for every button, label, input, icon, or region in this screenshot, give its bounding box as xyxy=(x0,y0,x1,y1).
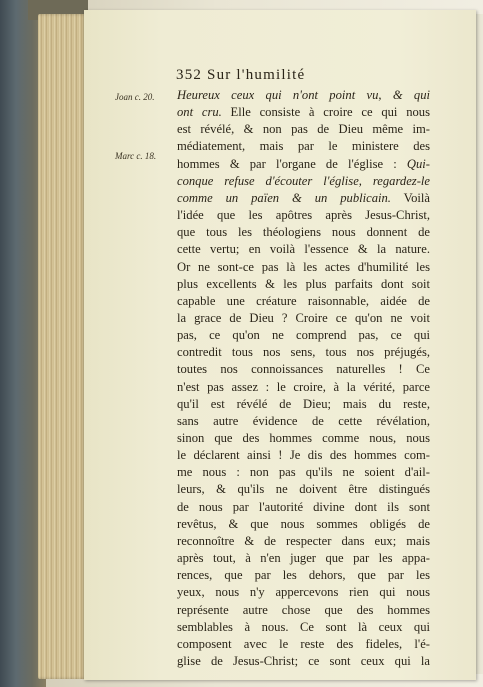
text-line xyxy=(177,653,430,670)
text-segment: hommes & par l'organe de l'église : xyxy=(177,156,407,171)
italic-text-segment: ont cru. xyxy=(177,105,222,120)
text-line xyxy=(177,413,430,430)
text-segment: est révélé, & non pas de Dieu même im- xyxy=(177,122,430,137)
text-segment: rences, que par les dehors, que par les xyxy=(177,568,430,583)
italic-text-segment: Heureux ceux qui n'ont point vu, & qui xyxy=(177,88,430,102)
text-segment: l'idée que les apôtres après Jesus-Christ, xyxy=(177,208,430,223)
text-segment: la grace de Dieu ? Croire ce qu'on ne voit xyxy=(177,310,430,325)
text-segment: me nous : non pas qu'ils ne soient d'ail- xyxy=(177,465,430,480)
text-line xyxy=(177,379,430,396)
text-segment: cette vertu; en voilà l'essence & la nature. xyxy=(177,242,430,257)
text-segment: médiatement, mais par le ministere des xyxy=(177,139,430,154)
italic-text-segment: conque refuse d'écouter l'église, regardez-le xyxy=(177,173,430,188)
text-segment: revêtus, & que nous sommes obligés de xyxy=(177,516,430,531)
text-segment: reconnoître & de respecter dans eux; mais xyxy=(177,533,430,548)
text-line xyxy=(177,121,430,138)
text-segment: contredit tous nos sens, tous nos préjugés, xyxy=(177,345,430,360)
text-line xyxy=(177,396,430,413)
margin-note: Joan c. 20. xyxy=(115,92,155,102)
text-segment: sinon que des hommes comme nous, nous xyxy=(177,431,430,445)
text-line xyxy=(177,636,430,653)
text-segment: Voilà xyxy=(390,190,430,205)
text-line xyxy=(177,276,430,293)
text-line xyxy=(177,344,430,361)
text-segment: pas, ce qu'on ne comprend pas, ce qui xyxy=(177,328,430,343)
italic-text-segment: Qui- xyxy=(406,156,430,171)
text-line xyxy=(177,499,430,516)
text-segment: toutes nos connoissances naturelles ! Ce xyxy=(177,362,430,377)
text-segment: représente autre chose que des hommes xyxy=(177,602,430,617)
text-segment: leurs, & qu'ils ne doivent être distingués xyxy=(177,482,430,497)
text-line xyxy=(177,104,430,121)
text-line xyxy=(177,87,430,104)
text-line xyxy=(177,207,430,224)
text-line xyxy=(177,310,430,327)
text-line xyxy=(177,361,430,378)
text-line xyxy=(177,464,430,481)
page-block-edges xyxy=(38,14,86,679)
text-line xyxy=(177,550,430,567)
text-line xyxy=(177,327,430,344)
text-line xyxy=(177,293,430,310)
text-segment: sans autre évidence de cette révélation, xyxy=(177,413,430,428)
text-segment: n'est pas assez : le croire, à la vérité, parce xyxy=(177,379,430,394)
text-line xyxy=(177,259,430,276)
text-line xyxy=(177,602,430,619)
text-segment: après tout, à n'en juger que par les appa- xyxy=(177,551,430,566)
text-segment: le déclarent ainsi ! Je dis des hommes com- xyxy=(177,448,430,463)
text-line xyxy=(177,224,430,241)
text-segment: capable une créature raisonnable, aidée de xyxy=(177,293,430,308)
text-segment: Or ne sont-ce pas là les actes d'humilité les xyxy=(177,259,430,274)
text-segment: semblables à nous. Ce sont là ceux qui xyxy=(177,619,430,634)
text-line xyxy=(177,447,430,464)
text-segment: qu'il est révélé de Dieu; mais du reste, xyxy=(177,396,430,411)
text-line xyxy=(177,138,430,155)
text-segment: plus excellents & les plus parfaits dont soit xyxy=(177,276,430,291)
text-segment: composent avec le reste des fideles, l'é- xyxy=(177,636,430,651)
running-header: 352 Sur l'humilité xyxy=(176,67,306,83)
text-line xyxy=(177,619,430,636)
text-line xyxy=(177,430,430,447)
text-line xyxy=(177,173,430,190)
text-line xyxy=(177,516,430,533)
italic-text-segment: comme un païen & un publicain. xyxy=(177,190,391,205)
text-line xyxy=(177,481,430,498)
text-segment: que tous les théologiens nous donnent de xyxy=(177,225,430,240)
text-segment: yeux, nous n'y appercevons rien qui nous xyxy=(177,585,430,600)
text-segment: glise de Jesus-Christ; ce sont ceux qui la xyxy=(177,653,430,668)
text-line xyxy=(177,241,430,258)
text-line xyxy=(177,567,430,584)
text-line xyxy=(177,190,430,207)
text-line xyxy=(177,156,430,173)
text-segment: Elle consiste à croire ce qui nous xyxy=(221,105,430,120)
margin-note: Marc c. 18. xyxy=(115,151,157,161)
text-line xyxy=(177,533,430,550)
text-line xyxy=(177,584,430,601)
text-segment: de nous par l'autorité divine dont ils sont xyxy=(177,499,430,514)
